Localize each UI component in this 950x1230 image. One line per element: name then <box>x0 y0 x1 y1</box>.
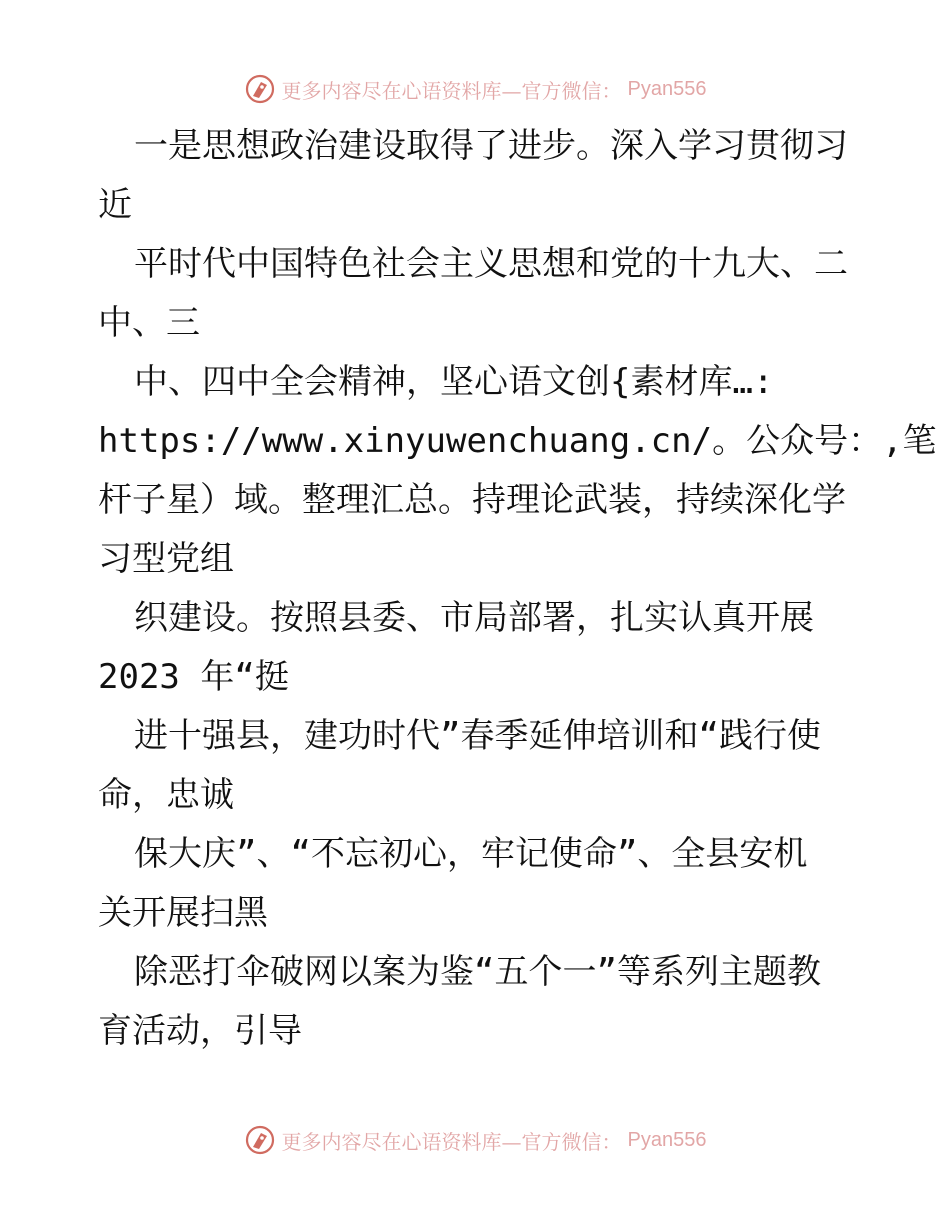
text-line: 近 <box>98 185 132 225</box>
watermark-contact: Pyan556 <box>627 1128 707 1151</box>
text-line: 习型党组 <box>98 539 234 579</box>
watermark-contact: Pyan556 <box>627 77 707 100</box>
text-line: 平时代中国特色社会主义思想和党的十九大、二 <box>134 244 848 284</box>
text-line: 杆子星）域。整理汇总。持理论武装，持续深化学 <box>98 480 846 520</box>
text-line: 中、四中全会精神，坚心语文创{素材库…: <box>134 362 774 402</box>
text-line: 关开展扫黑 <box>98 893 268 933</box>
footer-watermark <box>0 1123 950 1157</box>
text-line: 除恶打伞破网以案为鉴“五个一”等系列主题教 <box>134 952 821 992</box>
text-line: 育活动，引导 <box>98 1011 302 1051</box>
pen-nib-icon <box>244 73 276 105</box>
text-line: 织建设。按照县委、市局部署，扎实认真开展 <box>134 598 814 638</box>
text-line: 2023 年“挺 <box>98 657 289 697</box>
text-line: 一是思想政治建设取得了进步。深入学习贯彻习 <box>134 126 848 166</box>
text-line: 中、三 <box>98 303 200 343</box>
pen-nib-icon <box>244 1124 276 1156</box>
document-body <box>98 117 937 1061</box>
header-watermark <box>0 72 950 106</box>
watermark-text: 更多内容尽在心语资料库—官方微信： <box>281 78 622 103</box>
text-line: 进十强县，建功时代”春季延伸培训和“践行使 <box>134 716 821 756</box>
text-line: 命，忠诚 <box>98 775 234 815</box>
text-line: https://www.xinyuwenchuang.cn/。公众号：,笔 <box>98 421 937 461</box>
text-line: 保大庆”、“不忘初心，牢记使命”、全县安机 <box>134 834 808 874</box>
watermark-text: 更多内容尽在心语资料库—官方微信： <box>281 1129 622 1154</box>
